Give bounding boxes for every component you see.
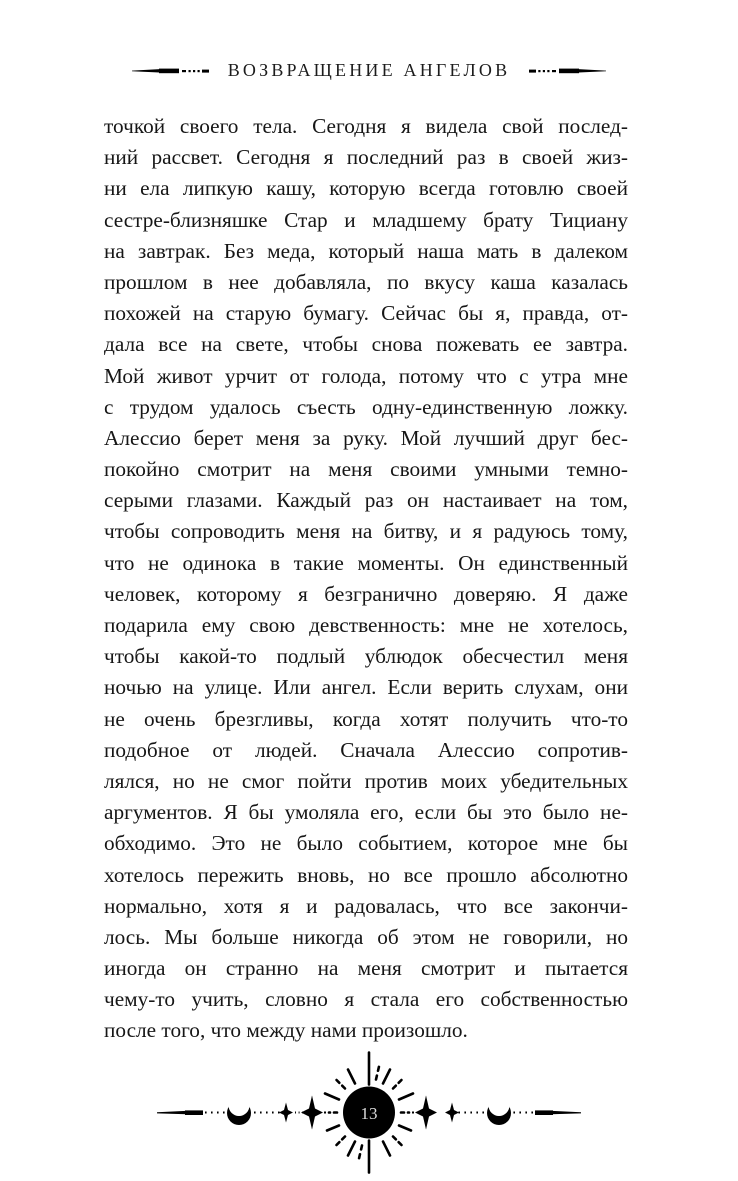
- text-line: подобное от людей. Сначала Алессио сопротив-: [104, 737, 628, 762]
- four-point-star-icon: [301, 1096, 323, 1130]
- page-number: 13: [360, 1104, 378, 1123]
- text-line: на завтрак. Без меда, который наша мать в далеком: [104, 238, 628, 263]
- text-line: не очень брезгливы, когда хотят получить что-то: [104, 706, 628, 731]
- text-line: прошлом в нее добавляла, по вкусу каша казалась: [104, 269, 628, 294]
- four-point-star-icon-small: [279, 1103, 293, 1123]
- text-line: после того, что между нами произошло.: [104, 1018, 468, 1043]
- text-line: Алессио берет меня за руку. Мой лучший друг бес-: [104, 425, 628, 450]
- text-line: ний рассвет. Сегодня я последний раз в своей жиз-: [104, 145, 628, 170]
- footer-left-arm: [157, 1096, 333, 1130]
- text-line: серыми глазами. Каждый раз он настаивает на том,: [104, 488, 628, 513]
- text-line: нормально, хотя я и радовалась, что все закончи-: [104, 893, 628, 918]
- text-line: ночью на улице. Или ангел. Если верить слухам, они: [104, 675, 628, 700]
- sun-burst-icon: [325, 1053, 413, 1173]
- page-footer: [0, 1050, 738, 1176]
- text-line: иногда он странно на меня смотрит и пытается: [104, 956, 628, 981]
- crescent-moon-icon: [227, 1101, 251, 1125]
- dash-dot-rule-icon: [132, 64, 212, 78]
- text-line: дала все на свете, чтобы снова пожевать ее завтра.: [104, 332, 628, 357]
- text-line: точкой своего тела. Сегодня я видела свой послед-: [104, 114, 628, 138]
- text-line: сестре-близняшке Стар и младшему брату Тициану: [104, 207, 628, 232]
- footer-ornament: [157, 1050, 581, 1176]
- text-line: человек, которому я безгранично доверяю. Я даже: [104, 581, 628, 606]
- text-line: чему-то учить, словно я стала его собственностью: [104, 987, 628, 1012]
- text-line: похожей на старую бумагу. Сейчас бы я, правда, от-: [104, 301, 628, 326]
- text-line: лялся, но не смог пойти против моих убедительных: [104, 768, 628, 793]
- chapter-header: [0, 60, 738, 81]
- text-line: чтобы сопроводить меня на битву, и я радуюсь тому,: [104, 519, 628, 544]
- text-line: чтобы какой-то подлый ублюдок обесчестил меня: [104, 644, 628, 669]
- chapter-title: ВОЗВРАЩЕНИЕ АНГЕЛОВ: [227, 60, 511, 80]
- text-line: подарила ему свою девственность: мне не хотелось,: [104, 613, 628, 637]
- text-line: хотелось пережить вновь, но все прошло абсолютно: [104, 862, 628, 887]
- text-line: ни ела липкую кашу, которую всегда готовлю своей: [104, 176, 628, 201]
- text-line: покойно смотрит на меня своими умными темно-: [104, 457, 628, 482]
- text-line: обходимо. Это не было событием, которое мне бы: [104, 831, 628, 856]
- dash-dot-rule-icon: [526, 64, 606, 78]
- crescent-moon-icon: [487, 1101, 511, 1125]
- text-line: Мой живот урчит от голода, потому что с утра мне: [104, 363, 628, 388]
- four-point-star-icon: [415, 1096, 437, 1130]
- text-line: с трудом удалось съесть одну-единственную ложку.: [104, 394, 628, 419]
- footer-right-arm: [405, 1096, 581, 1130]
- text-line: аргументов. Я бы умоляла его, если бы это было не-: [104, 800, 628, 825]
- page-text: [104, 111, 628, 1047]
- text-line: что не одинока в такие моменты. Он единственный: [104, 550, 628, 575]
- text-line: лось. Мы больше никогда об этом не говорили, но: [104, 924, 628, 949]
- four-point-star-icon-small: [445, 1103, 459, 1123]
